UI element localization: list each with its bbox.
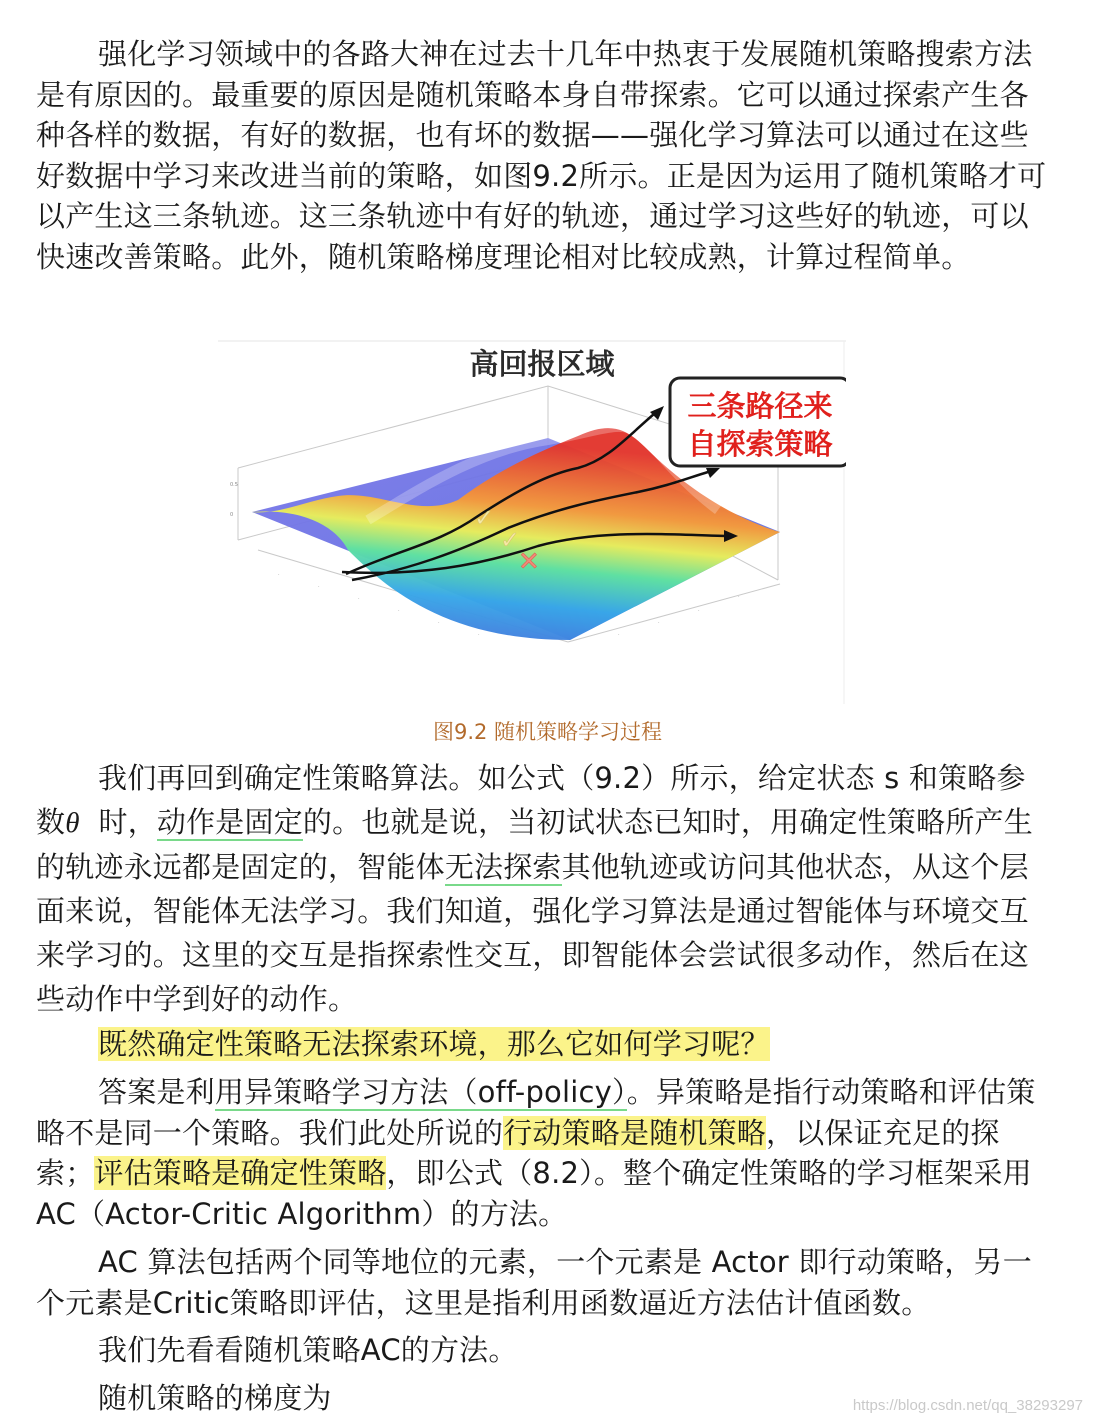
p2-underline-action-fixed: 动作是固定: [156, 805, 303, 839]
good-mark-2: ✓: [500, 526, 521, 554]
p2-underline-cannot-explore: 无法探索: [444, 850, 562, 884]
callout-line-1: 三条路径来: [687, 389, 833, 423]
p4-text-3: ，以保证充足的探索；: [36, 1115, 1000, 1190]
p2-text-1: 我们再回到确定性策略算法。如公式（9.2）所示，给定状态 s 和策略参数: [36, 761, 1026, 839]
p4-highlight-behavior-policy: 行动策略是随机策略: [503, 1115, 767, 1150]
watermark: https://blog.csdn.net/qq_38293297: [852, 1397, 1083, 1414]
svg-text:0: 0: [230, 512, 234, 518]
good-mark-1: ✓: [474, 504, 495, 532]
svg-text:·: ·: [278, 572, 280, 578]
figure-caption: 图9.2 随机策略学习过程: [432, 720, 663, 744]
figure-9-2: [218, 340, 846, 704]
bad-mark: ✕: [518, 547, 540, 577]
p4-highlight-target-policy: 评估策略是确定性策略: [94, 1156, 387, 1190]
paragraph-off-policy: [36, 1072, 1048, 1234]
p2-text-3: 的。也就是说，当初试状态已知时，用确定性策略所产生的轨迹永远都是固定的，智能体: [36, 805, 1033, 884]
svg-text:·: ·: [658, 620, 660, 626]
paragraph-actor-critic: AC 算法包括两个同等地位的元素，一个元素是 Actor 即行动策略，另一个元素是Critic策略即评估，这里是指利用函数逼近方法估计值函数。: [36, 1245, 1032, 1320]
p2-text-2: 时，: [98, 805, 157, 839]
svg-text:·: ·: [478, 632, 480, 638]
p4-text-4: ，即公式（8.2）。整个确定性策略的学习框架采用AC（Actor-Critic Algorithm）的方法。: [36, 1156, 1032, 1231]
theta-symbol: θ: [65, 807, 80, 839]
svg-text:·: ·: [698, 608, 700, 614]
svg-text:0.5: 0.5: [230, 482, 238, 488]
svg-text:·: ·: [318, 584, 320, 590]
p4-underline-off-policy: 用异策略学习方法（off-policy）: [214, 1075, 627, 1109]
paragraph-deterministic-policy: [36, 756, 1048, 1021]
p4-text-2: 。异策略是指行动策略和评估策略不是同一个策略。我们此处所说的: [36, 1075, 1036, 1150]
svg-text:·: ·: [358, 596, 360, 602]
callout-line-2: 自探索策略: [687, 427, 833, 461]
svg-text:·: ·: [618, 632, 620, 638]
paragraph-stochastic-policy: 强化学习领域中的各路大神在过去十几年中热衷于发展随机策略搜索方法是有原因的。最重要的原因是随机策略本身自带探索。它可以通过探索产生各种各样的数据，有好的数据，也有坏的数据——强化学习算法可以通过在这些好数据中学习来改进当前的策略，如图9.2所示。正是因为运用了随机策略才可以产生这三条轨迹。这三条轨迹中有好的轨迹，通过学习这些好的轨迹，可以快速改善策略。此外，随机策略梯度理论相对比较成熟，计算过程简单。: [36, 37, 1047, 274]
svg-text:·: ·: [398, 608, 400, 614]
svg-text:·: ·: [438, 620, 440, 626]
figure-title: 高回报区域: [469, 347, 615, 381]
question-highlight: [36, 1024, 1048, 1065]
svg-text:·: ·: [738, 594, 740, 600]
paragraph-stochastic-ac: 我们先看看随机策略AC的方法。: [98, 1333, 518, 1367]
surface-plot-illustration: [218, 340, 846, 704]
p4-text-1: 答案是利: [98, 1075, 215, 1109]
paragraph-gradient: 随机策略的梯度为: [98, 1381, 332, 1415]
p2-text-4: 其他轨迹或访问其他状态，从这个层面来说，智能体无法学习。我们知道，强化学习算法是通过智能体与环境交互来学习的。这里的交互是指探索性交互，即智能体会尝试很多动作，然后在这些动作中学到好的动作。: [36, 850, 1029, 1016]
question-text: 既然确定性策略无法探索环境，那么它如何学习呢？: [98, 1027, 770, 1061]
